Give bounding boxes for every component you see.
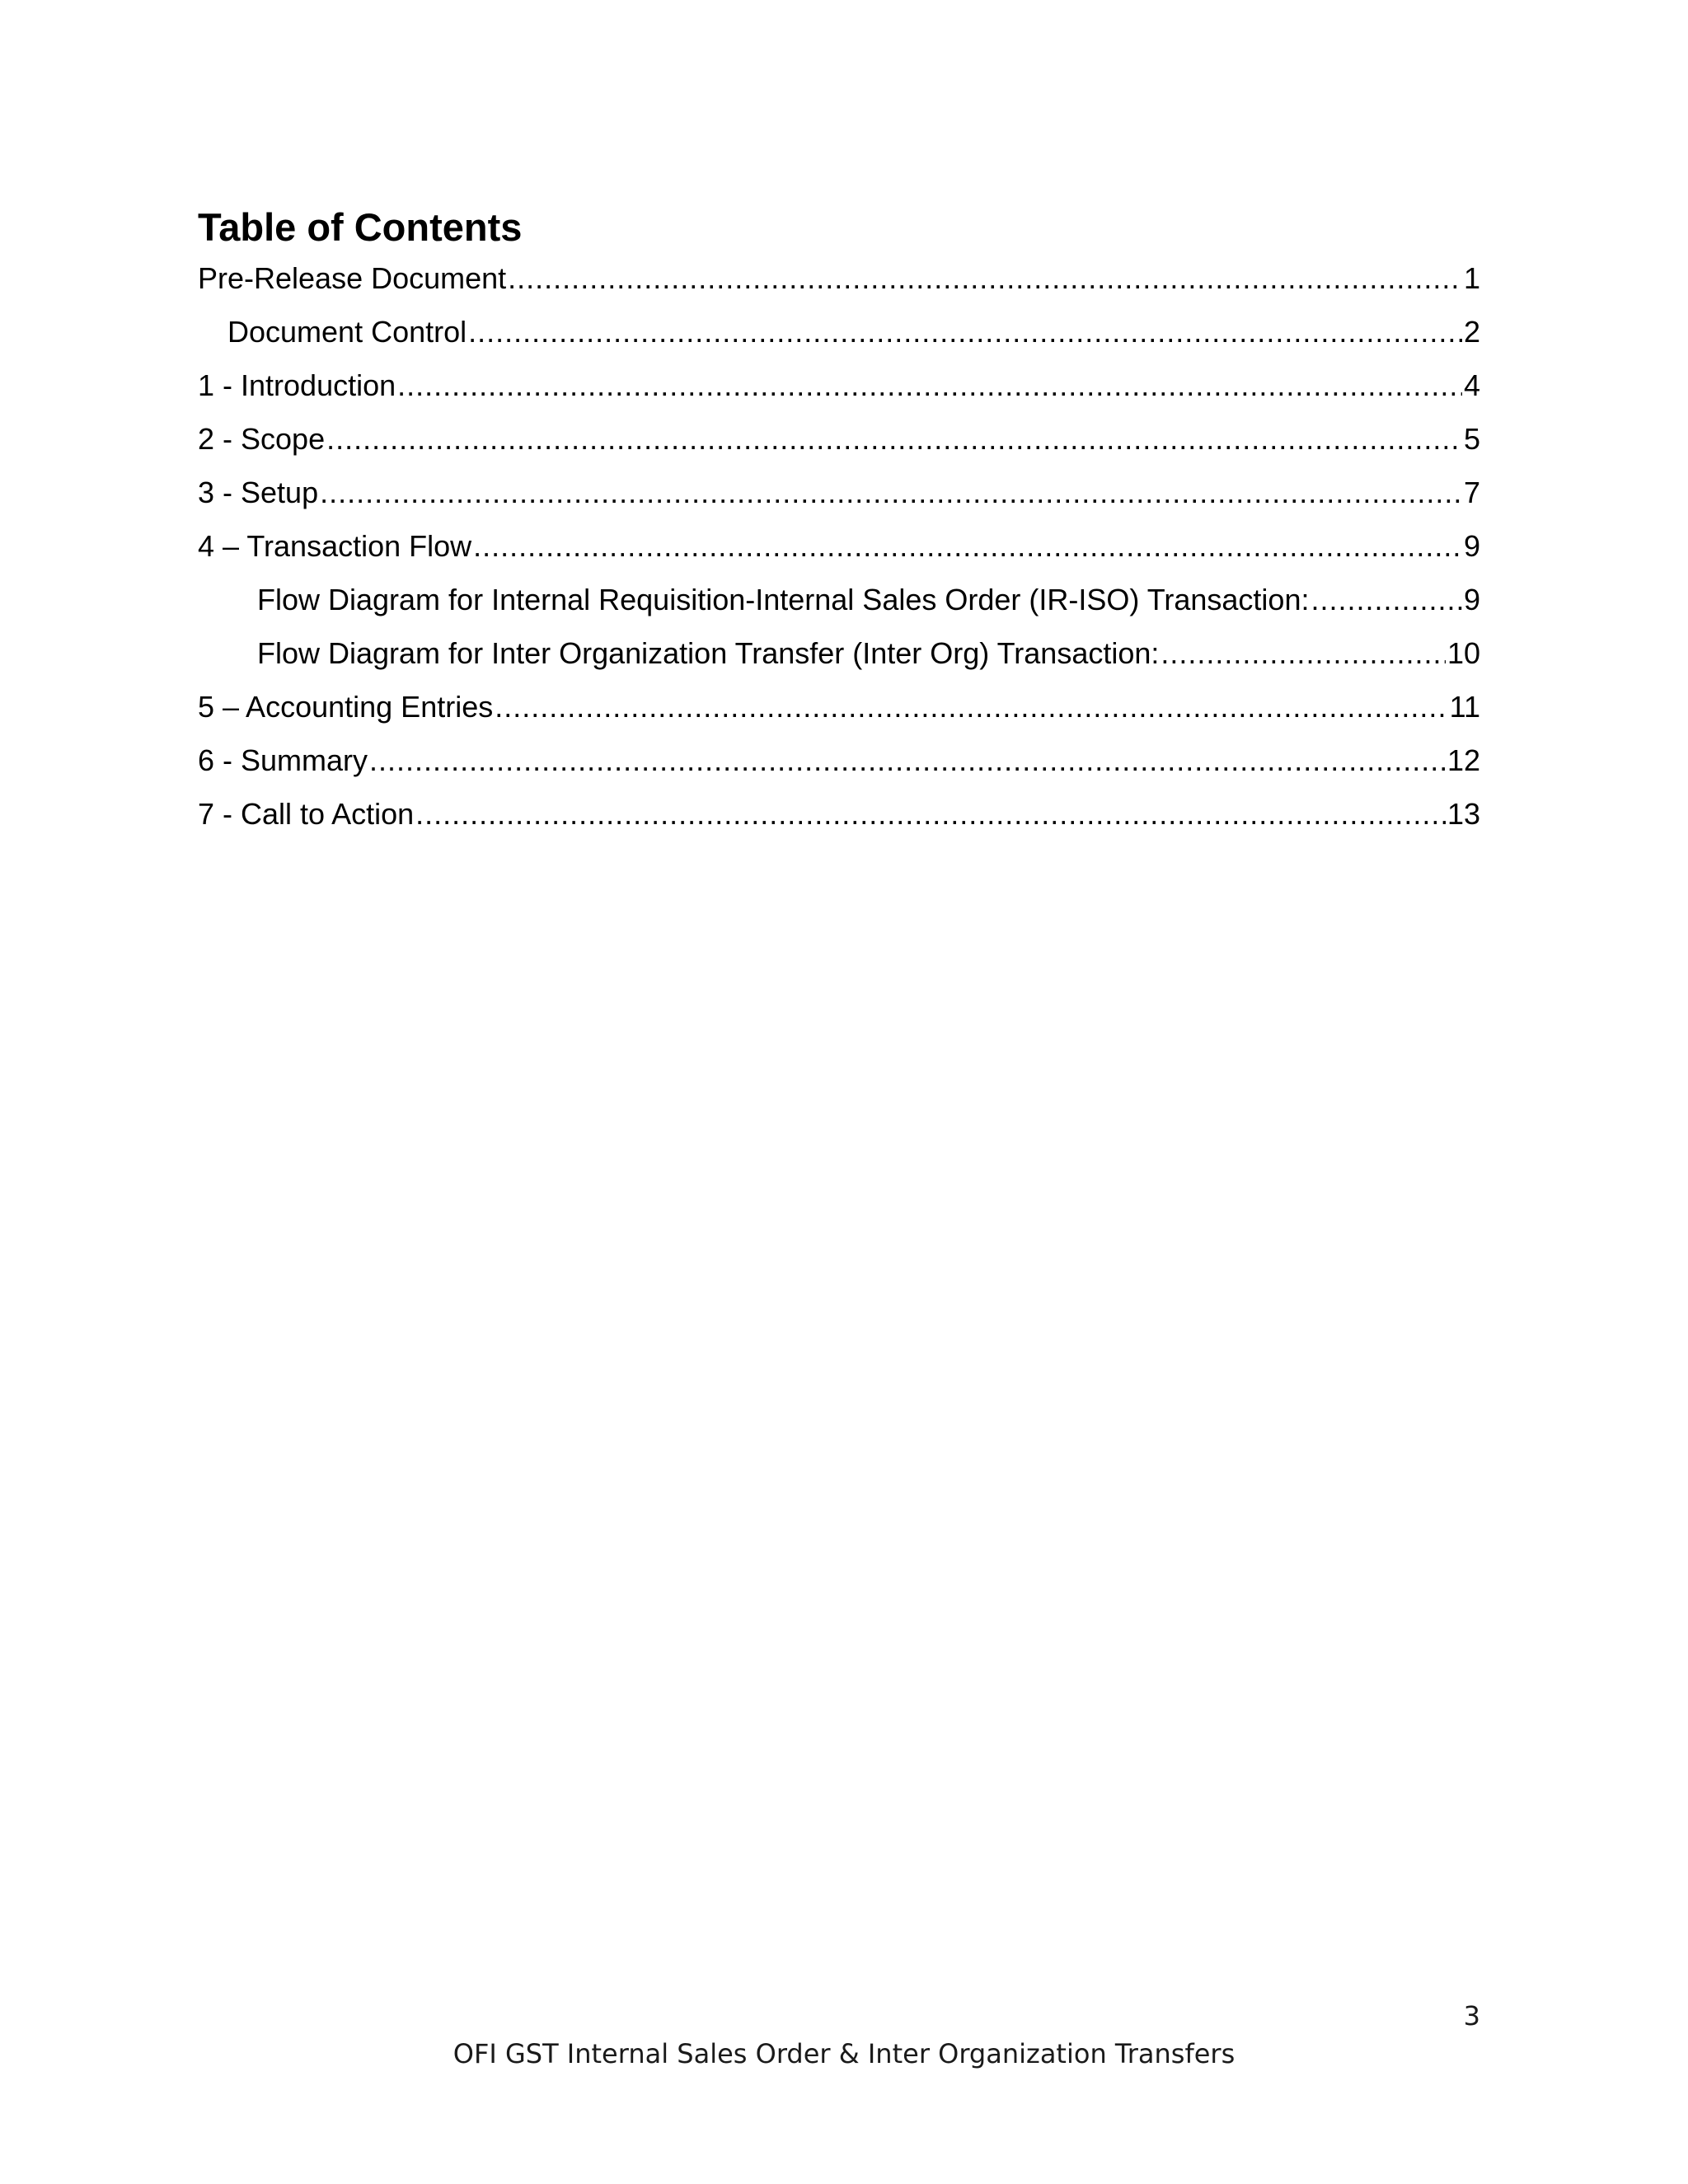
toc-entry-page: 12 (1447, 743, 1480, 777)
toc-dot-leader (473, 528, 1462, 565)
toc-entry-scope[interactable] (198, 412, 1480, 466)
toc-entry-page: 5 (1463, 421, 1480, 456)
toc-entry-transaction-flow[interactable] (198, 519, 1480, 573)
toc-entry-page: 11 (1449, 689, 1480, 724)
toc-entry-text: Flow Diagram for Internal Requisition-Internal Sales Order (IR-ISO) Transaction: (257, 582, 1310, 616)
toc-entry-introduction[interactable] (198, 359, 1480, 412)
toc-entry-summary[interactable] (198, 733, 1480, 787)
toc-entry-page: 2 (1463, 314, 1480, 349)
toc-entry-pre-release-document[interactable] (198, 251, 1480, 305)
toc-entry-text: Document Control (227, 314, 467, 349)
toc-entry-text: 4 – Transaction Flow (198, 528, 472, 563)
toc-dot-leader (415, 796, 1446, 832)
toc-entry-text: Pre-Release Document (198, 260, 507, 295)
toc-entry-flow-diagram-ir-iso[interactable] (198, 573, 1480, 626)
toc-entry-text: 1 - Introduction (198, 368, 396, 402)
toc-entry-text: 5 – Accounting Entries (198, 689, 494, 724)
toc-entry-text: 6 - Summary (198, 743, 368, 777)
toc-heading: Table of Contents (198, 205, 523, 249)
toc-entry-text: 7 - Call to Action (198, 796, 415, 831)
toc-entry-page: 7 (1463, 475, 1480, 509)
toc-dot-leader (1311, 582, 1461, 618)
toc-entry-text: Flow Diagram for Inter Organization Transfer (Inter Org) Transaction: (257, 635, 1160, 670)
toc-dot-leader (326, 421, 1462, 457)
toc-dot-leader (320, 475, 1462, 511)
toc-entry-page: 13 (1447, 796, 1480, 831)
toc-dot-leader (468, 314, 1462, 350)
footer-document-title: OFI GST Internal Sales Order & Inter Organization Transfers (452, 2038, 1236, 2069)
toc-entry-page: 4 (1463, 368, 1480, 402)
toc-entry-page: 9 (1463, 582, 1480, 616)
toc-dot-leader (397, 368, 1462, 404)
toc-entry-flow-diagram-inter-org[interactable] (198, 626, 1480, 680)
toc-entry-page: 10 (1447, 635, 1480, 670)
toc-dot-leader (1160, 635, 1446, 672)
toc-entry-text: 3 - Setup (198, 475, 319, 509)
toc-entry-call-to-action[interactable] (198, 787, 1480, 841)
toc-entry-page: 9 (1463, 528, 1480, 563)
toc-entry-setup[interactable] (198, 466, 1480, 519)
page-number: 3 (1463, 2000, 1480, 2032)
toc-list (198, 251, 1480, 841)
toc-dot-leader (508, 260, 1462, 297)
toc-entry-text: 2 - Scope (198, 421, 326, 456)
toc-dot-leader (495, 689, 1447, 725)
toc-entry-page: 1 (1463, 260, 1480, 295)
toc-entry-accounting-entries[interactable] (198, 680, 1480, 733)
toc-dot-leader (369, 743, 1446, 779)
toc-entry-document-control[interactable] (198, 305, 1480, 359)
